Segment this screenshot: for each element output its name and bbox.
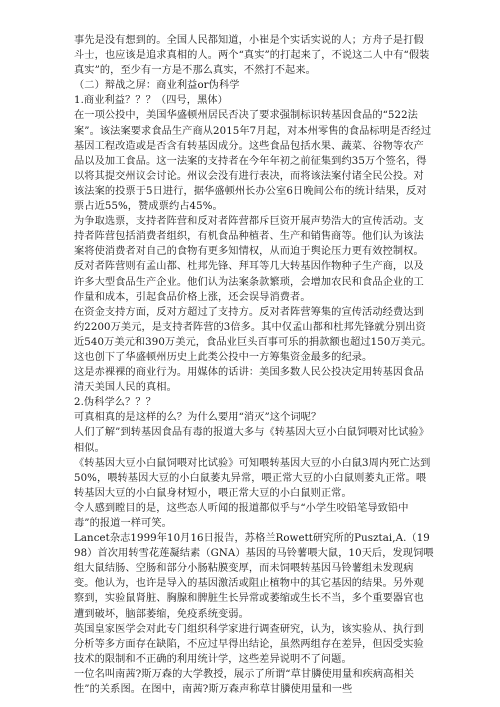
paragraph-lancet: Lancet杂志1999年10月16日报告，苏格兰Rowett研究所的Pusztai,A.（1998）首次用转雪花莲凝结素（GNA）基因的马铃薯喂大鼠，10天后，发现饲喂组大鼠结肠、空肠和部分小肠粘膜变厚，而未饲喂转基因马铃薯组未发现病变。他认为，也许是导入的基因激活或阻止植物中的其它基因的结果。另外观察到，实验鼠肾脏、胸腺和脾脏生长异常或萎缩或生长不当，多个重要器官也遭到破坏，脑部萎缩，免疫系统变弱。 (74, 533, 434, 620)
paragraph-campaigns: 为争取选票，支持者阵营和反对者阵营都斥巨资开展声势浩大的宣传活动。支持者阵营包括消费者组织，有机食品种植者、生产和销售商等。他们认为该法案将使消费者对自己的食物有更多知情权，从而迫于舆论压力更有效控制权。反对者阵营则有孟山都、杜邦先锋、拜耳等几大转基因作物种子生产商，以及许多大型食品生产企业。他们认为法案条款繁琐，会增加农民和食品企业的工作量和成本，引起食品价格上涨，还会误导消费者。 (74, 216, 424, 303)
subsection-heading-pseudoscience: 2.伪科学么？？？ (74, 397, 156, 409)
document-body (74, 33, 434, 697)
paragraph-intro: 事先是没有想到的。全国人民都知道，小崔是个实话实说的人；方舟子是打假斗士，也应该是追求真相的人。两个“真实”的打起来了，不说这二人中有“假装真实”的，至少有一方是不那么真实，不然打不起来。 (74, 35, 430, 77)
paragraph-soybean-trial: 《转基因大豆小白鼠饲喂对比试验》可知喂转基因大豆的小白鼠3周内死亡达到50%，喂转基因大豆的小白鼠萎丸异常，喂正常大豆的小白鼠则萎丸正常。喂转基因大豆的小白鼠身材短小，喂正常大豆的小白鼠则正常。 (74, 457, 431, 499)
paragraph-reports: 人们了解”到转基因食品有毒的报道大多与《转基因大豆小白鼠饲喂对比试验》相似。 (74, 427, 430, 454)
paragraph-funding: 在资金支持方面，反对方超过了支持方。反对者阵营筹集的宣传活动经费达到约2200万美元，是支持者阵营的3倍多。其中仅孟山都和杜邦先锋就分别出资近540万美元和390万美元，食品业巨头百事可乐的捐款额也超过150万美元。这也创下了华盛顿州历史上此类公投中一方筹集资金最多的纪录。 (74, 306, 432, 363)
paragraph-referendum: 在一项公投中，美国华盛顿州居民否决了要求强制标识转基因食品的“522法案”。该法案要求食品生产商从2015年7月起，对本州零售的食品标明是否经过基因工程改造或是否含有转基因成分。这些食品包括水果、蔬菜、谷物等农产品以及加工食品。这一法案的支持者在今年年初之前征集到约35万个签名，得以将其提交州议会讨论。州议会没有进行表决，而将该法案付诸全民公投。对该法案的投票于5日进行，据华盛顿州长办公室6日晚间公布的统计结果，反对票占近55%，赞成票约占45%。 (74, 110, 432, 213)
paragraph-royal-society: 英国皇家医学会对此专门组织科学家进行调查研究，认为，该实验从、执行到分析等多方面存在缺陷，不应过早得出结论，虽然两组存在差异，但因受实验技术的限制和不正确的利用统计学，这些差异说明不了问题。 (74, 623, 424, 665)
paragraph-commercial-behavior: 这是赤裸裸的商业行为。用媒体的话讲：美国多数人民公投决定用转基因食品清天美国人民的真相。 (74, 367, 424, 394)
paragraph-question: 可真相真的是这样的么？为什么要用“消灭”这个词呢？ (74, 412, 322, 424)
paragraph-absurd: 令人感到瞠目的是，这些态人听闻的报道都似乎与“小学生咬铅笔导致铅中毒”的报道一样可笑。 (74, 502, 409, 529)
section-heading: （二）辩战之屏：商业利益or伪科学 (74, 80, 240, 92)
subsection-heading-commercial: 1.商业利益？？？（四号，黑体） (74, 95, 228, 107)
paragraph-swanson: 一位名叫南茜?斯万森的大学教授，展示了所谓“草甘膦使用量和疾病高相关性”的关系图。在图中，南茜?斯万森声称草甘膦使用量和一些 (74, 668, 415, 696)
